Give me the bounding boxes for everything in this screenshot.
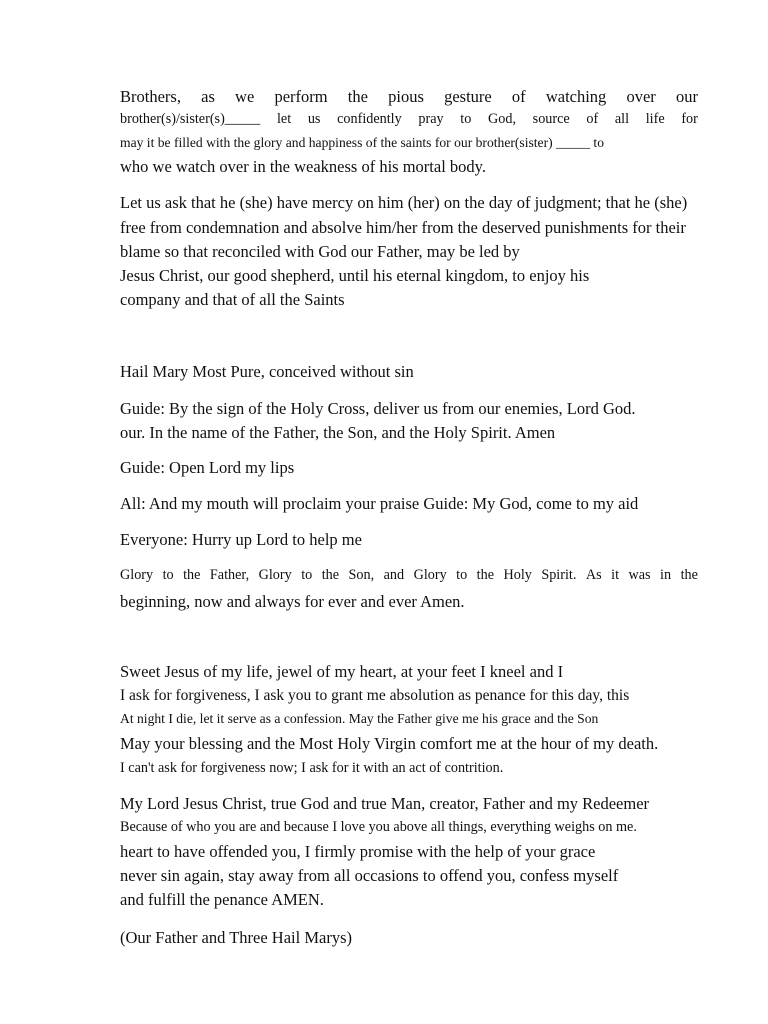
- text-line: Let us ask that he (she) have mercy on him (her) on the day of judgment; that he (she): [120, 193, 688, 212]
- word: life: [645, 111, 665, 127]
- word: and: [383, 567, 405, 583]
- word: for: [681, 111, 698, 127]
- text-line: company and that of all the Saints: [120, 290, 345, 309]
- word: all: [614, 111, 630, 127]
- word: perform: [274, 87, 328, 106]
- text-line: beginning, now and always for ever and ever Amen.: [120, 592, 465, 611]
- word: Brothers,: [120, 87, 181, 106]
- text-line: our. In the name of the Father, the Son, and the Holy Spirit. Amen: [120, 423, 556, 442]
- word: watching: [545, 87, 607, 106]
- text-line: heart to have offended you, I firmly promise with the help of your grace: [120, 842, 596, 861]
- text-line: (Our Father and Three Hail Marys): [120, 928, 352, 947]
- word: the: [183, 567, 201, 583]
- word: the: [680, 567, 698, 583]
- word: the: [476, 567, 495, 583]
- word: As: [585, 567, 602, 583]
- word: to: [162, 567, 174, 583]
- word: God,: [488, 111, 516, 127]
- text-line: All: And my mouth will proclaim your praise Guide: My God, come to my aid: [120, 494, 639, 513]
- text-line: blame so that reconciled with God our Father, may be led by: [120, 242, 520, 261]
- text-line: May your blessing and the Most Holy Virgin comfort me at the hour of my death.: [120, 734, 659, 753]
- word: in: [660, 567, 672, 583]
- word: Father,: [209, 567, 250, 583]
- word: Glory: [413, 567, 447, 583]
- word: brother(s)/sister(s)_____: [120, 111, 261, 127]
- text-line: My Lord Jesus Christ, true God and true Man, creator, Father and my Redeemer: [120, 794, 650, 813]
- text-line: Because of who you are and because I love you above all things, everything weighs on me.: [120, 819, 637, 835]
- word: Holy: [503, 567, 532, 583]
- text-line: may it be filled with the glory and happiness of the saints for our brother(sister) _____ to: [120, 135, 604, 150]
- text-line: Jesus Christ, our good shepherd, until his eternal kingdom, to enjoy his: [120, 266, 590, 285]
- word: confidently: [337, 111, 402, 127]
- word: Spirit.: [541, 567, 577, 583]
- text-line: At night I die, let it serve as a confession. May the Father give me his grace and the Son: [120, 711, 599, 726]
- word: gesture: [444, 87, 492, 106]
- word: pray: [418, 111, 444, 127]
- text-line: I ask for forgiveness, I ask you to grant me absolution as penance for this day, this: [120, 687, 630, 704]
- word: of: [586, 111, 599, 127]
- text-line: [120, 568, 698, 582]
- text-line: [120, 112, 698, 126]
- word: source: [532, 111, 570, 127]
- text-line: Guide: By the sign of the Holy Cross, deliver us from our enemies, Lord God.: [120, 399, 636, 418]
- word: over: [626, 87, 656, 106]
- word: was: [628, 567, 651, 583]
- word: to: [301, 567, 313, 583]
- word: the: [347, 87, 368, 106]
- text-line: Guide: Open Lord my lips: [120, 458, 295, 477]
- text-line: I can't ask for forgiveness now; I ask for it with an act of contrition.: [120, 760, 504, 776]
- word: Glory: [258, 567, 292, 583]
- word: of: [511, 87, 526, 106]
- text-line: [120, 89, 698, 106]
- text-line: Everyone: Hurry up Lord to help me: [120, 530, 362, 549]
- word: let: [276, 111, 292, 127]
- text-line: Hail Mary Most Pure, conceived without sin: [120, 362, 414, 381]
- text-line: Sweet Jesus of my life, jewel of my heart, at your feet I kneel and I: [120, 662, 564, 681]
- word: Son,: [348, 567, 375, 583]
- word: we: [235, 87, 255, 106]
- word: it: [611, 567, 620, 583]
- word: pious: [388, 87, 424, 106]
- text-line: and fulfill the penance AMEN.: [120, 890, 324, 909]
- text-line: free from condemnation and absolve him/her from the deserved punishments for their: [120, 218, 686, 237]
- word: to: [460, 111, 472, 127]
- text-line: never sin again, stay away from all occasions to offend you, confess myself: [120, 866, 619, 885]
- word: as: [201, 87, 215, 106]
- word: Glory: [120, 567, 154, 583]
- word: our: [675, 87, 698, 106]
- word: to: [456, 567, 468, 583]
- word: us: [307, 111, 321, 127]
- word: the: [321, 567, 340, 583]
- text-line: who we watch over in the weakness of his mortal body.: [120, 157, 486, 176]
